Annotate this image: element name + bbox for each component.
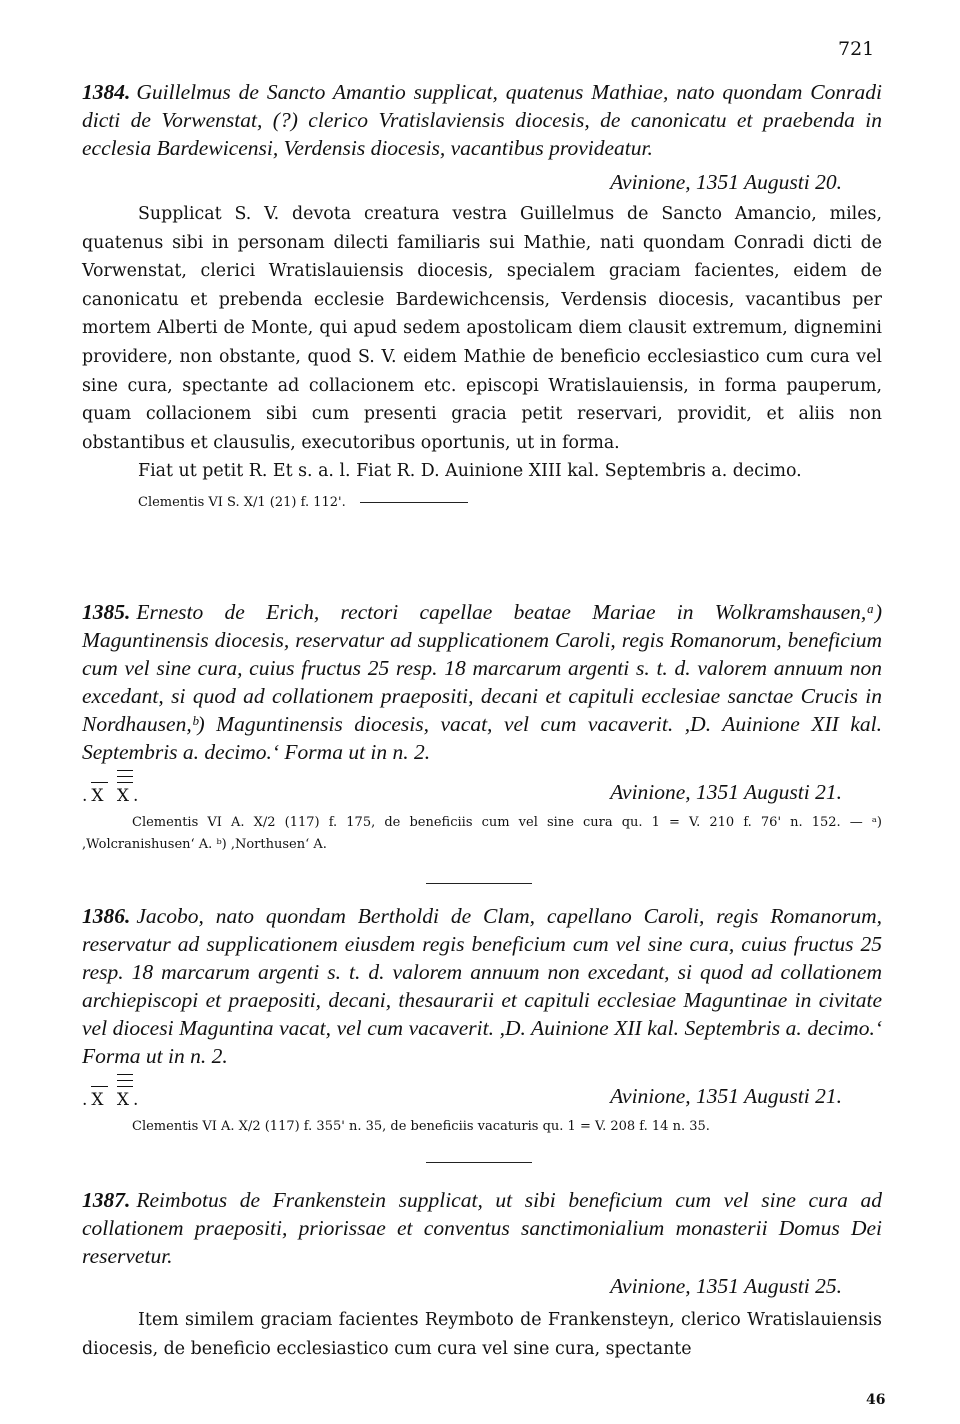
entry-date: Avinione, 1351 Augusti 25. (610, 1274, 842, 1298)
entry-source-text: Clementis VI S. X/1 (21) f. 112'. (138, 494, 346, 510)
entry-1384 (82, 78, 882, 514)
separator-rule (426, 1162, 532, 1163)
entry-fiat: Fiat ut petit R. Et s. a. l. Fiat R. D. Auinione XIII kal. Septembris a. decimo. (138, 461, 802, 482)
entry-heading-text: Reimbotus de Frankenstein supplicat, ut sibi beneficium cum vel sine cura ad collationem praepositi, priorissae et conventus sanctimonialium monasterii Domus Dei reservetur. (82, 1188, 882, 1268)
signature-mark: 46 (866, 1392, 886, 1408)
entry-number: 1384. (82, 80, 131, 104)
entry-heading-text: Ernesto de Erich, rectori capellae beatae Mariae in Wolkramshausen,ᵃ) Maguntinensis diocesis, reservatur ad supplicationem Caroli, regis Romanorum, beneficium cum vel sine cura, cuius fructus 25 resp. 18 marcarum argenti s. t. d. valorem annuum non excedant, si quod ad collationem praepositi, decani et capituli ecclesiae sanctae Crucis in Nordhausen,ᵇ) Maguntinensis diocesis, vacat, vel cum vacaverit. ,D. Auinione XII kal. Septembris a. decimo.‘ Forma ut in n. 2. (82, 600, 882, 764)
reg-mark: .X X. (82, 786, 143, 806)
reg-mark-right: X (116, 786, 134, 806)
entry-heading (82, 78, 882, 162)
entry-1385 (82, 598, 882, 856)
reg-mark: .X X. (82, 1090, 143, 1110)
entry-body: Supplicat S. V. devota creatura vestra Guillelmus de Sancto Amancio, miles, quatenus sibi in personam dilecti familiaris sui Mathie, nati quondam Conradi dicti de Vorwenstat, clerici Wratislauiensis diocesis, specialem graciam facientes, eidem de canonicatu et prebenda ecclesie Bardewichcensis, Verdensis diocesis, vacantibus per mortem Alberti de Monte, qui apud sedem apostolicam diem clausit extremum, dignemini providere, non obstante, quod S. V. eidem Mathie de beneficio ecclesiastico cum cura vel sine cura, spectante ad collacionem etc. episcopi Wratislauiensis, in forma pauperum, quam collacionem sibi cum presenti gracia petit reservari, providit, et aliis non obstantibus et clausulis, executoribus oportunis, ut in forma. (82, 204, 882, 453)
entry-date: Avinione, 1351 Augusti 21. (610, 1084, 842, 1108)
entry-source: Clementis VI A. X/2 (117) f. 355' n. 35, de beneficiis vacaturis qu. 1 = V. 208 f. 14 n. 35. (132, 1119, 710, 1134)
entry-1387 (82, 1186, 882, 1363)
entry-number: 1385. (82, 600, 131, 624)
page-number: 721 (838, 38, 875, 60)
entry-mark-and-date (82, 1082, 882, 1110)
entry-date: Avinione, 1351 Augusti 21. (610, 780, 842, 804)
entry-number: 1386. (82, 904, 131, 928)
entry-body: Item similem graciam facientes Reymboto de Frankensteyn, clerico Wratislauiensis diocesis, de beneficio ecclesiastico cum cura vel sine cura, spectante (82, 1310, 882, 1359)
reg-mark-right: X (116, 1090, 134, 1110)
reg-mark-left: X (91, 786, 108, 806)
entry-1386 (82, 902, 882, 1138)
source-rule (360, 502, 468, 503)
entry-source (82, 492, 882, 514)
separator-rule (426, 883, 532, 884)
entry-date: Avinione, 1351 Augusti 20. (610, 170, 842, 194)
entry-heading-text: Guillelmus de Sancto Amantio supplicat, quatenus Mathiae, nato quondam Conradi dicti de Vorwenstat, (?) clerico Vratislaviensis diocesis, de canonicatu et praebenda in ecclesia Bardewicensi, Verdensis diocesis, vacantibus provideatur. (82, 80, 882, 160)
entry-number: 1387. (82, 1188, 131, 1212)
entry-heading (82, 902, 882, 1070)
reg-mark-left: X (91, 1090, 108, 1110)
entry-heading (82, 598, 882, 766)
entry-heading-text: Jacobo, nato quondam Bertholdi de Clam, capellano Caroli, regis Romanorum, reservatur ad supplicationem eiusdem regis beneficium cum vel sine cura, cuius fructus 25 resp. 18 marcarum argenti s. t. d. valorem annuum non excedant, si quod ad collationem archiepiscopi et praepositi, decani, thesaurarii et capituli ecclesiae Maguntinae in civitate vel diocesi Maguntina vacat, vel cum vacaverit. ,D. Auinione XII kal. Septembris a. decimo.‘ Forma ut in n. 2. (82, 904, 882, 1068)
entry-source: Clementis VI A. X/2 (117) f. 175, de beneficiis cum vel sine cura qu. 1 = V. 210 f. 76' n. 152. — ᵃ) ,Wolcranishusen‘ A. ᵇ) ,Northusen‘ A. (82, 815, 882, 852)
entry-mark-and-date (82, 778, 882, 806)
entry-heading (82, 1186, 882, 1270)
